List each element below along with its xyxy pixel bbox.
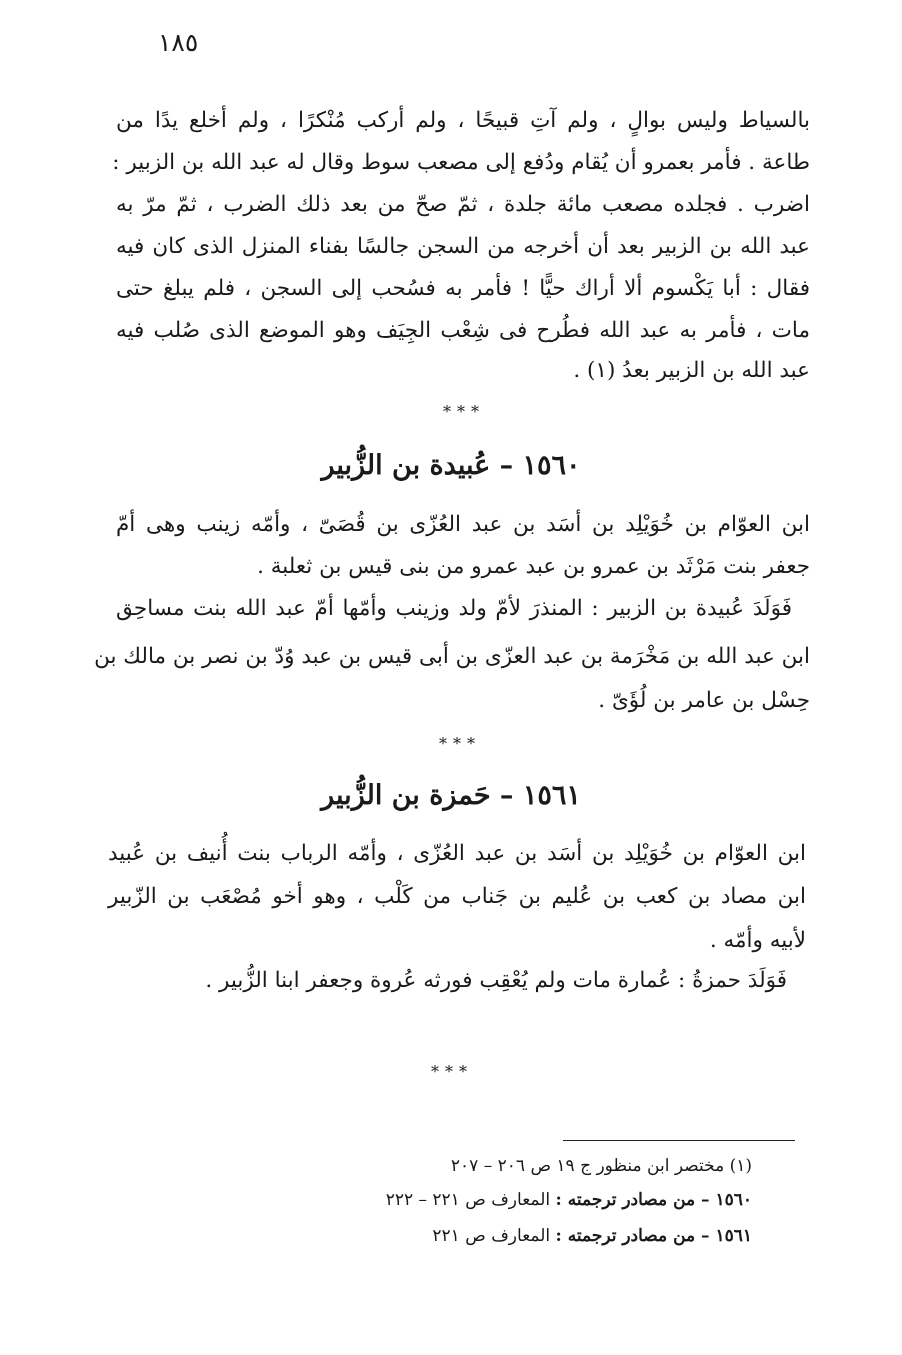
- text-line: حِسْل بن عامر بن لُؤَىّ .: [598, 688, 810, 713]
- text-line: ابن مصاد بن كعب بن عُليم بن جَناب من كَلْب ، وهو أخو مُصْعَب بن الزّبير: [108, 884, 806, 909]
- footnote: [432, 1226, 752, 1246]
- text-line: عبد الله بن الزبير بعدُ (١) .: [573, 358, 810, 383]
- footnote-label: ١٥٦١ – من مصادر ترجمته :: [555, 1226, 752, 1246]
- footnote-text: المعارف ص ٢٢١: [432, 1226, 551, 1246]
- text-line: فَوَلَدَ عُبيدة بن الزبير : المنذرَ لأمّ ولد وزينب وأمّها أمّ عبد الله بنت مساحِق: [116, 596, 792, 621]
- footnote-label: ١٥٦٠ – من مصادر ترجمته :: [555, 1190, 752, 1210]
- text-line: فقال : أبا يَكْسوم ألا أراك حيًّا ! فأمر به فسُحب إلى السجن ، فلم يبلغ حتى: [116, 276, 810, 301]
- text-line: اضرب . فجلده مصعب مائة جلدة ، ثمّ صحّ من بعد ذلك الضرب ، ثمّ مرّ به: [116, 192, 810, 217]
- text-line: لأبيه وأمّه .: [709, 928, 806, 953]
- footnote: [386, 1190, 752, 1210]
- text-line: ابن العوّام بن خُوَيْلِد بن أسَد بن عبد العُزّى ، وأمّه الرباب بنت أُنيف بن عُبيد: [108, 841, 806, 866]
- entry-heading: ١٥٦٠ – عُبيدة بن الزُّبير: [321, 450, 581, 481]
- text-line: فَوَلَدَ حمزةُ : عُمارة مات ولم يُعْقِب فورثه عُروة وجعفر ابنا الزُّبير .: [205, 968, 787, 993]
- text-line: بالسياط وليس بوالٍ ، ولم آتِ قبيحًا ، ولم أركب مُنْكرًا ، ولم أخلع يدًا من: [116, 108, 810, 133]
- text-line: مات ، فأمر به عبد الله فطُرح فى شِعْب الجِيَف وهو الموضع الذى صُلب فيه: [116, 318, 810, 343]
- footnote-text: (١) مختصر ابن منظور ج ١٩ ص ٢٠٦ – ٢٠٧: [450, 1156, 752, 1176]
- text-line: ابن عبد الله بن مَخْرَمة بن عبد العزّى بن أبى قيس بن عبد وُدّ بن نصر بن مالك بن: [94, 644, 810, 669]
- text-line: عبد الله بن الزبير بعد أن أخرجه من السجن جالسًا بفناء المنزل الذى كان فيه: [116, 234, 810, 259]
- footnote: [451, 1156, 752, 1176]
- text-line: ابن العوّام بن خُوَيْلِد بن أسَد بن عبد العُزّى بن قُصَىّ ، وأمّه زينب وهى أمّ: [116, 512, 810, 537]
- section-separator: ***: [443, 402, 485, 421]
- text-line: طاعة . فأمر بعمرو أن يُقام ودُفع إلى مصعب سوط وقال له عبد الله بن الزبير :: [112, 150, 810, 175]
- footnote-rule: [563, 1140, 795, 1141]
- page-number: ١٨٥: [158, 28, 199, 57]
- text-line: جعفر بنت مَرْثَد بن عمرو بن عبد عمرو من بنى قيس بن ثعلبة .: [257, 554, 810, 579]
- entry-heading: ١٥٦١ – حَمزة بن الزُّبير: [321, 780, 581, 811]
- footnote-text: المعارف ص ٢٢١ – ٢٢٢: [385, 1190, 551, 1210]
- section-separator: ***: [439, 734, 481, 753]
- section-separator: ***: [431, 1062, 473, 1081]
